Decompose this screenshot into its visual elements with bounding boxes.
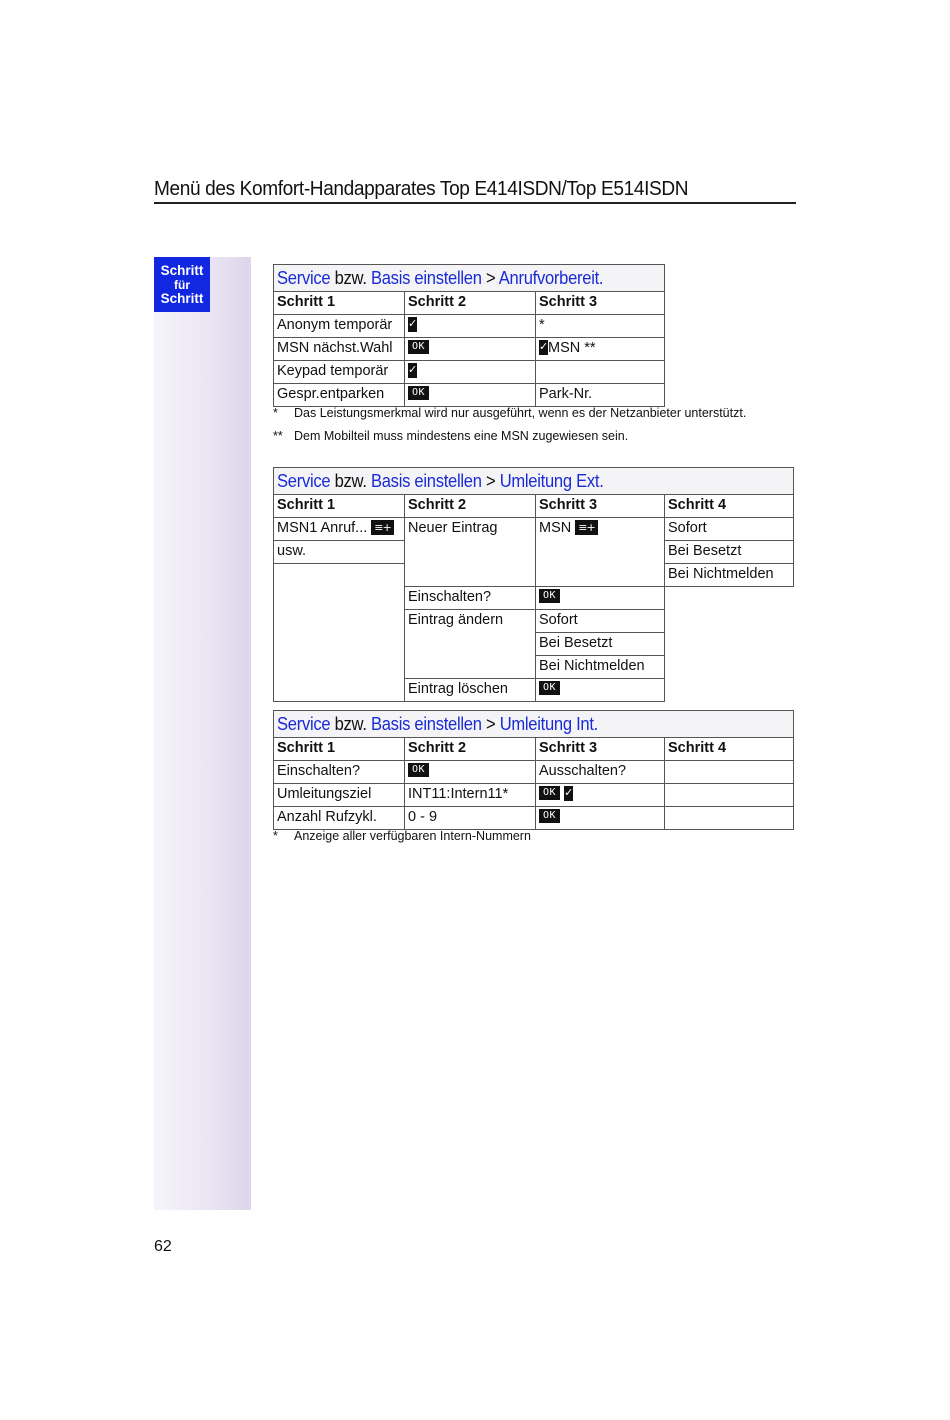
footnote: * Das Leistungsmerkmal wird nur ausgeführt, wenn es der Netzanbieter unterstützt.: [273, 406, 747, 420]
ok-icon: OK: [408, 763, 429, 777]
check-icon: ✓: [408, 363, 418, 376]
column-header: Schritt 3: [536, 738, 665, 761]
footnote: * Anzeige aller verfügbaren Intern-Nummern: [273, 829, 531, 843]
table-umleitung-ext: [273, 467, 794, 702]
table-row: Anonym temporär ✓ *: [274, 315, 665, 338]
schritt-fuer-schritt-badge: [154, 257, 210, 312]
badge-line-2: für: [174, 277, 190, 292]
badge-line-3: Schritt: [160, 290, 204, 306]
column-header: Schritt 1: [274, 292, 405, 315]
page-number: 62: [154, 1238, 172, 1255]
header-rule: [154, 202, 796, 204]
link-basis-einstellen[interactable]: Basis einstellen: [370, 471, 482, 491]
link-service[interactable]: Service: [277, 471, 331, 491]
menu-icon: ≡+: [371, 520, 393, 535]
table-row: Bei Nichtmelden: [274, 656, 794, 679]
table-title: Service bzw. Basis einstellen > Umleitung Ext.: [274, 468, 794, 495]
table-row: Einschalten? OK: [274, 587, 794, 610]
column-header: Schritt 1: [274, 495, 405, 518]
sidebar-band: [154, 257, 251, 1210]
table-row: Bei Nichtmelden: [274, 564, 794, 587]
table-row: MSN nächst.Wahl OK ✓MSN **: [274, 338, 665, 361]
column-header: Schritt 4: [665, 738, 794, 761]
table-umleitung-int: [273, 710, 794, 830]
link-umleitung-ext[interactable]: Umleitung Ext.: [499, 471, 604, 491]
link-basis-einstellen[interactable]: Basis einstellen: [370, 714, 482, 734]
table-anrufvorbereit: [273, 264, 665, 407]
table-row: Anzahl Rufzykl. 0 - 9 OK: [274, 807, 794, 830]
check-icon: ✓: [408, 317, 418, 330]
link-service[interactable]: Service: [277, 714, 331, 734]
table-title: Service bzw. Basis einstellen > Anrufvorbereit.: [274, 265, 665, 292]
column-header: Schritt 3: [536, 495, 665, 518]
table-row: Umleitungsziel INT11:Intern11* OK ✓: [274, 784, 794, 807]
table-row: Einschalten? OK Ausschalten?: [274, 761, 794, 784]
ok-icon: OK: [539, 786, 560, 800]
menu-icon: ≡+: [575, 520, 597, 535]
badge-line-1: Schritt: [160, 262, 204, 278]
link-service[interactable]: Service: [277, 268, 331, 288]
link-anrufvorbereit[interactable]: Anrufvorbereit.: [498, 268, 604, 288]
table-row: Bei Besetzt: [274, 633, 794, 656]
check-icon: ✓: [539, 340, 549, 353]
check-icon: ✓: [564, 786, 574, 799]
ok-icon: OK: [539, 681, 560, 695]
footnote: ** Dem Mobilteil muss mindestens eine MSN zugewiesen sein.: [273, 429, 629, 443]
table-row: Gespr.entparken OK Park-Nr.: [274, 384, 665, 407]
column-header: Schritt 2: [405, 292, 536, 315]
column-header: Schritt 1: [274, 738, 405, 761]
column-header: Schritt 4: [665, 495, 794, 518]
table-row: MSN1 Anruf... ≡+ Neuer Eintrag MSN ≡+ Sofort: [274, 518, 794, 541]
link-umleitung-int[interactable]: Umleitung Int.: [499, 714, 599, 734]
column-header: Schritt 3: [536, 292, 665, 315]
ok-icon: OK: [408, 386, 429, 400]
ok-icon: OK: [539, 589, 560, 603]
table-row: Keypad temporär ✓: [274, 361, 665, 384]
table-row: usw. Bei Besetzt: [274, 541, 794, 564]
column-header: Schritt 2: [405, 495, 536, 518]
page-header-title: Menü des Komfort-Handapparates Top E414ISDN/Top E514ISDN: [154, 177, 689, 200]
table-row: Eintrag löschen OK: [274, 679, 794, 702]
link-basis-einstellen[interactable]: Basis einstellen: [370, 268, 482, 288]
ok-icon: OK: [539, 809, 560, 823]
table-row: Eintrag ändern Sofort: [274, 610, 794, 633]
table-title: Service bzw. Basis einstellen > Umleitung Int.: [274, 711, 794, 738]
column-header: Schritt 2: [405, 738, 536, 761]
ok-icon: OK: [408, 340, 429, 354]
